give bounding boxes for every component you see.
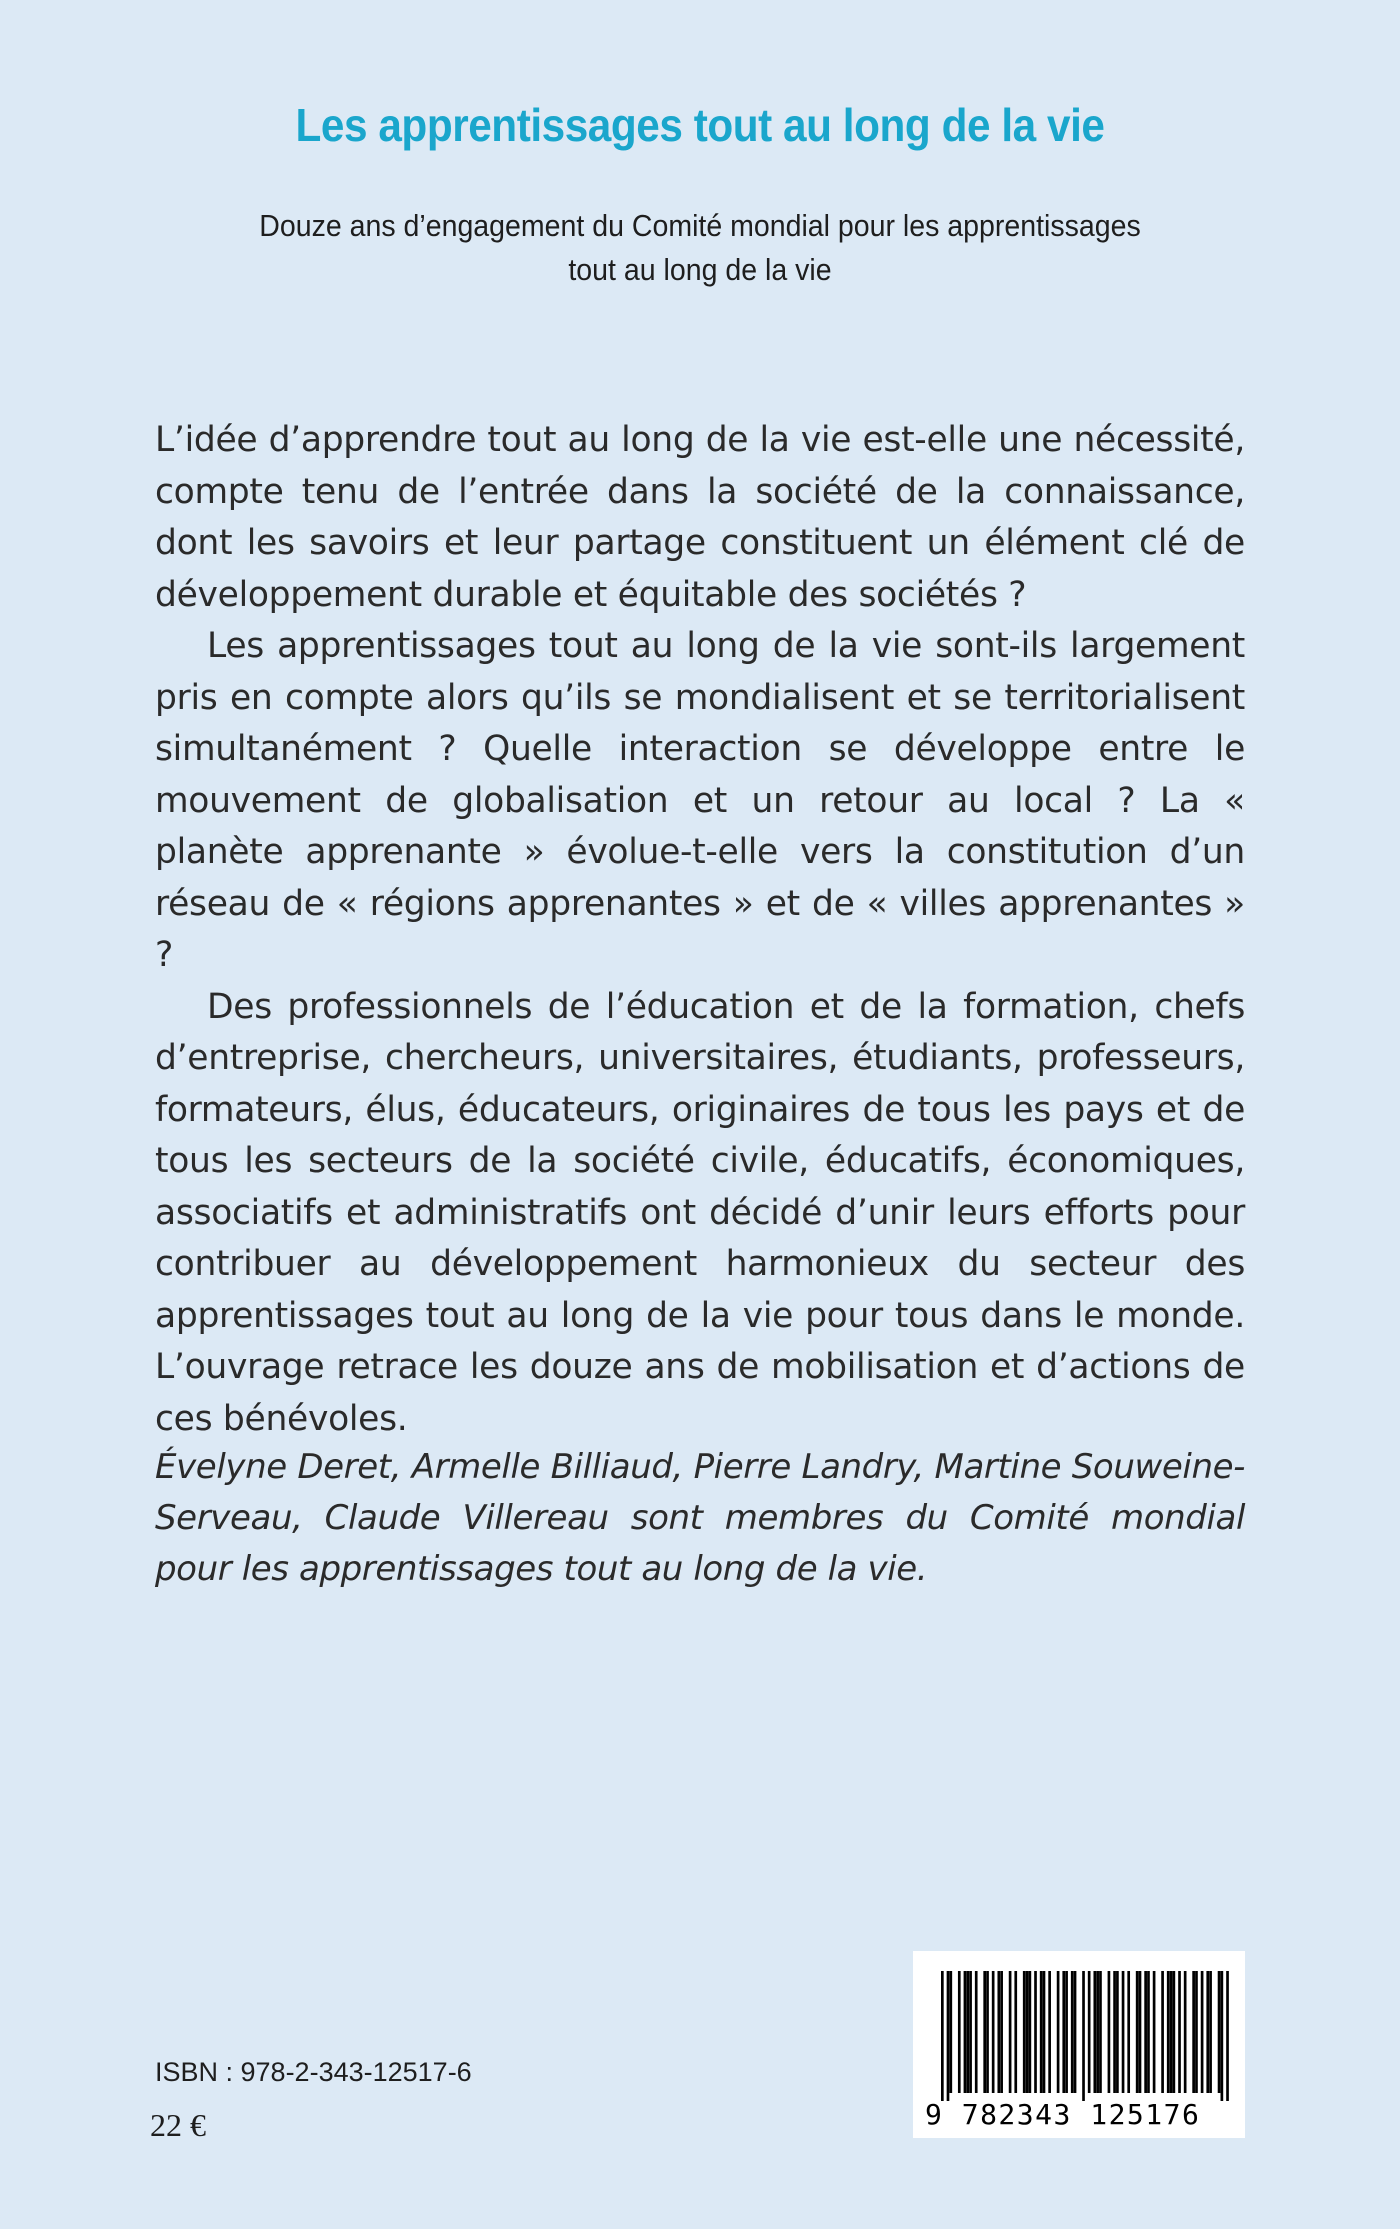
barcode-bar	[1136, 1971, 1139, 2093]
barcode-bar	[1218, 1971, 1221, 2093]
barcode	[913, 1951, 1245, 2138]
blurb-paragraph-1: L’idée d’apprendre tout au long de la vie est-elle une nécessité, compte tenu de l’entrée dans la société de la connaissance, dont les savoirs et leur partage constituent un élément clé de développement durable et équitable des sociétés ?	[155, 420, 1245, 615]
barcode-bar	[964, 1971, 967, 2093]
barcode-bar	[1108, 1971, 1111, 2093]
book-title: Les apprentissages tout au long de la vie	[295, 99, 1105, 151]
barcode-bar	[1009, 1971, 1012, 2093]
barcode-bar	[966, 1971, 969, 2093]
barcode-bar	[1178, 1971, 1181, 2093]
barcode-bar	[1122, 1971, 1125, 2093]
barcode-bar	[983, 1971, 986, 2093]
barcode-bar	[1000, 1971, 1003, 2093]
barcode-bar	[992, 1971, 995, 2093]
barcode-bar	[1170, 1971, 1173, 2093]
barcode-bar	[1074, 1971, 1077, 2093]
barcode-bar	[1161, 1971, 1164, 2093]
barcode-bar	[1043, 1971, 1046, 2093]
barcode-bar	[1127, 1971, 1130, 2093]
barcode-bar	[1026, 1971, 1029, 2093]
blurb-paragraph-2: Les apprentissages tout au long de la vie sont-ils largement pris en compte alors qu’ils se mondialisent et se territorialisent simultanément ? Quelle interaction se développe entre le mouvement de globalisation et un retour au local ? La « planète apprenante » évolue-t-elle vers la constitution d’un réseau de « régions apprenantes » et de « villes apprenantes » ?	[155, 626, 1245, 975]
barcode-bar	[1139, 1971, 1142, 2093]
barcode-bar	[1113, 1971, 1116, 2093]
barcode-bars	[913, 1951, 1245, 2101]
barcode-bar	[1147, 1971, 1150, 2093]
isbn: ISBN : 978-2-343-12517-6	[155, 2057, 472, 2087]
barcode-bar	[1144, 1971, 1147, 2093]
barcode-bar	[1096, 1971, 1099, 2093]
barcode-bar	[947, 1971, 950, 2101]
authors-note: Évelyne Deret, Armelle Billiaud, Pierre Landry, Martine Souweine-Serveau, Claude Villereau sont membres du Comité mondial pour les apprentissages tout au long de la vie.	[155, 1447, 1245, 1589]
blurb-paragraph-3: Des professionnels de l’éducation et de la formation, chefs d’entreprise, chercheurs, universitaires, étudiants, professeurs, formateurs, élus, éducateurs, originaires de tous les pays et de tous les secteurs de la société civile, éducatifs, économiques, associatifs et administratifs ont décidé d’unir leurs efforts pour contribuer au développement harmonieux du secteur des apprentissages tout au long de la vie pour tous dans le monde. L’ouvrage retrace les douze ans de mobilisation et d’actions de ces bénévoles.	[155, 986, 1245, 1439]
barcode-bar	[1040, 1971, 1043, 2093]
subtitle-line-2: tout au long de la vie	[568, 252, 832, 287]
barcode-bar	[1014, 1971, 1017, 2093]
barcode-bar	[1209, 1971, 1212, 2093]
barcode-bar	[1082, 1971, 1085, 2101]
barcode-bar	[1065, 1971, 1068, 2093]
barcode-bar	[1116, 1971, 1119, 2093]
barcode-bar	[969, 1971, 972, 2093]
barcode-bar	[1226, 1971, 1229, 2101]
barcode-bar	[1093, 1971, 1096, 2093]
barcode-bar	[1201, 1971, 1204, 2093]
barcode-bar	[1099, 1971, 1102, 2093]
barcode-bar	[1192, 1971, 1195, 2093]
barcode-bar	[1062, 1971, 1065, 2093]
barcode-bar	[986, 1971, 989, 2093]
blurb	[155, 415, 1245, 1445]
barcode-number: 9 782343 125176	[925, 2098, 1201, 2131]
subtitle-line-1: Douze ans d’engagement du Comité mondial pour les apprentissages	[259, 208, 1141, 243]
barcode-bar	[1088, 1971, 1091, 2093]
barcode-bar	[958, 1971, 961, 2093]
barcode-bar	[1048, 1971, 1051, 2093]
price: 22 €	[150, 2107, 206, 2143]
barcode-bar	[1221, 1971, 1224, 2101]
barcode-bar	[949, 1971, 952, 2093]
barcode-bar	[975, 1971, 978, 2093]
barcode-bar	[1184, 1971, 1187, 2093]
barcode-bar	[1029, 1971, 1032, 2093]
barcode-bar	[1057, 1971, 1060, 2093]
barcode-bar	[1167, 1971, 1170, 2093]
barcode-bar	[1173, 1971, 1176, 2093]
barcode-bar	[941, 1971, 944, 2101]
barcode-bar	[1034, 1971, 1037, 2093]
book-subtitle	[240, 204, 1160, 292]
barcode-bar	[1071, 1971, 1074, 2093]
barcode-bar	[1153, 1971, 1156, 2093]
barcode-bar	[997, 1971, 1000, 2093]
barcode-bar	[1023, 1971, 1026, 2093]
barcode-bar	[1206, 1971, 1209, 2093]
barcode-bar	[1195, 1971, 1198, 2093]
